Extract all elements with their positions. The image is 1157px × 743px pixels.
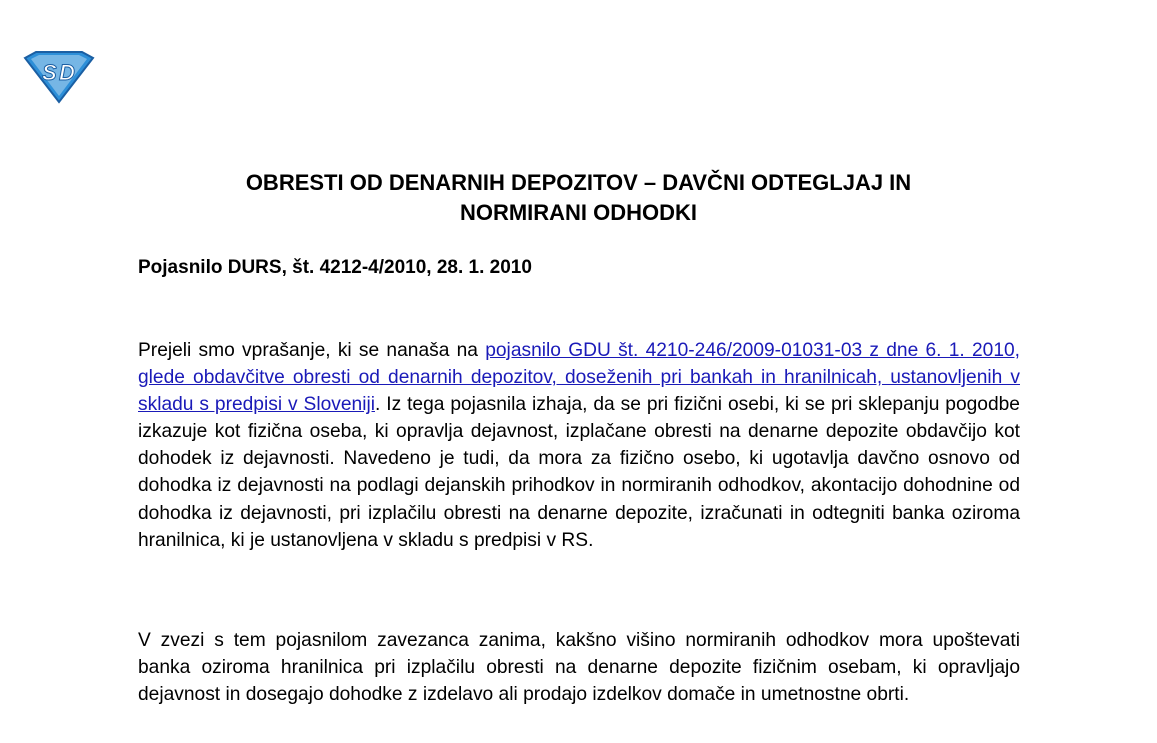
svg-text:D: D	[59, 60, 75, 85]
svg-text:S: S	[42, 60, 57, 85]
paragraph-1-body: . Iz tega pojasnila izhaja, da se pri fizični osebi, ki se pri sklepanju pogodbe izkazuje kot fizična oseba, ki opravlja dejavnost, izplačane obresti na denarne depozite obdavčijo kot dohodek iz dejavnosti. Navedeno je tudi, da mora za fizično osebo, ki ugotavlja davčno osnovo od dohodka iz dejavnosti na podlagi dejanskih prihodkov in normiranih odhodkov, akontacijo dohodnine od dohodka iz dejavnosti, pri izplačilu obresti na denarne depozite, izračunati in odtegniti banka oziroma hranilnica, ki je ustanovljena v skladu s predpisi v RS.	[138, 394, 1020, 551]
paragraph-1	[138, 337, 1020, 554]
document-subtitle: Pojasnilo DURS, št. 4212-4/2010, 28. 1. 2010	[138, 257, 532, 278]
shield-logo-icon	[22, 50, 96, 104]
title-line-2: NORMIRANI ODHODKI	[459, 200, 698, 225]
paragraph-1-intro: Prejeli smo vprašanje, ki se nanaša na	[138, 340, 486, 361]
reference-link[interactable]: pojasnilo GDU št. 4210-246/2009-01031-03 z dne 6. 1. 2010, glede obdavčitve obresti od denarnih depozitov, doseženih pri bankah in hranilnicah, ustanovljenih v skladu s predpisi v Sloveniji	[138, 340, 1020, 416]
title-line-1: OBRESTI OD DENARNIH DEPOZITOV – DAVČNI ODTEGLJAJ IN	[245, 170, 912, 195]
paragraph-2: V zvezi s tem pojasnilom zavezanca zanima, kakšno višino normiranih odhodkov mora upoštevati banka oziroma hranilnica pri izplačilu obresti na denarne depozite fizičnim osebam, ki opravljajo dejavnost in dosegajo dohodke z izdelavo ali prodajo izdelkov domače in umetnostne obrti.	[138, 630, 1020, 706]
document-title	[120, 168, 1037, 228]
